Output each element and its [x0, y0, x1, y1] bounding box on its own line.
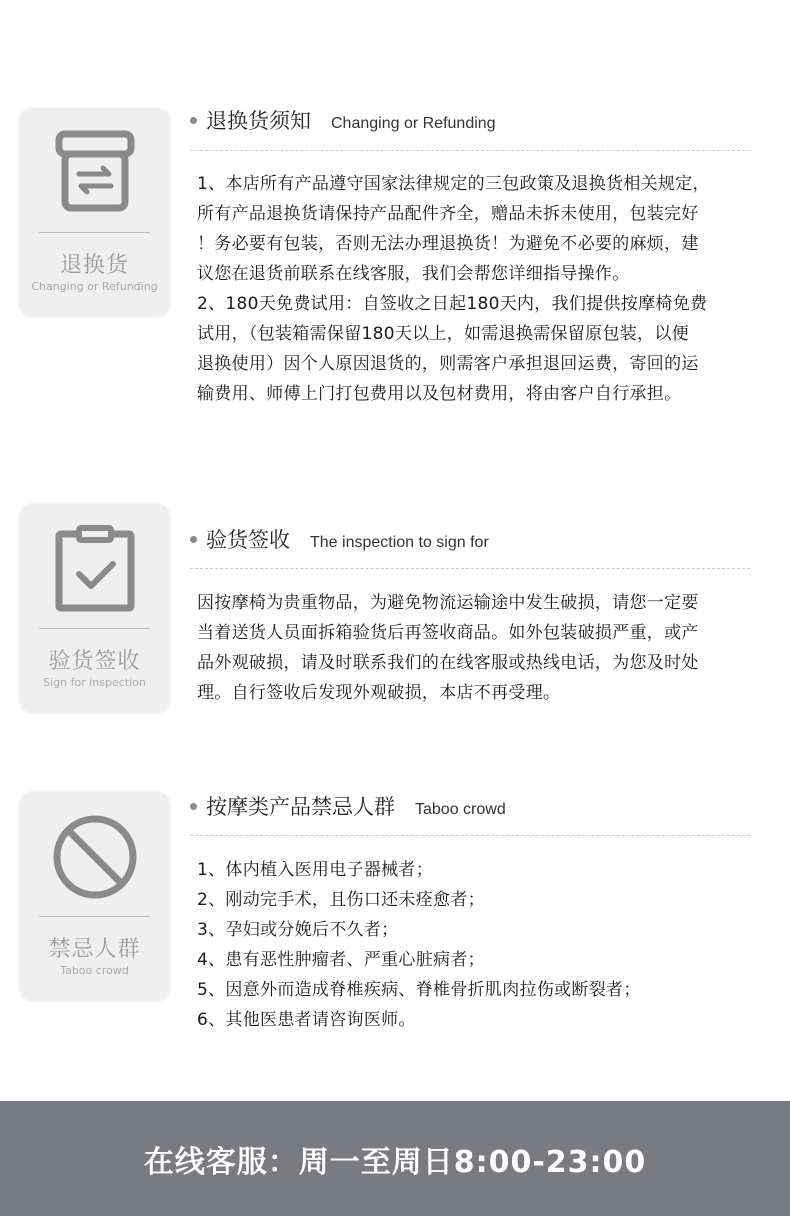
- refund-box-icon: [19, 128, 170, 218]
- footer-text: 在线客服：周一至周日8:00-23:00: [143, 1144, 647, 1180]
- card-title: 禁忌人群: [48, 937, 141, 962]
- heading-en: The inspection to sign for: [310, 534, 489, 551]
- body-line: 品外观破损，请及时联系我们的在线客服或热线电话，为您及时处: [197, 653, 699, 673]
- dashed-divider: [190, 150, 750, 151]
- body-line: 2、刚动完手术，且伤口还未痊愈者；: [197, 890, 485, 910]
- clipboard-check-icon: [19, 524, 170, 614]
- card-subtitle: Sign for inspection: [43, 676, 146, 689]
- body-line: 6、其他医患者请咨询医师。: [197, 1010, 416, 1030]
- section-body: [197, 588, 757, 708]
- body-line: 输费用、师傅上门打包费用以及包材费用，将由客户自行承担。: [197, 384, 682, 404]
- card-divider: [39, 916, 150, 917]
- card-title: 验货签收: [48, 649, 141, 674]
- body-line: 退换使用）因个人原因退货的，则需客户承担退回运费，寄回的运: [197, 354, 699, 374]
- card-title: 退换货: [59, 253, 129, 278]
- heading-en: Changing or Refunding: [331, 115, 496, 132]
- bullet-dot-icon: [190, 117, 197, 124]
- heading-cn: 退换货须知: [206, 109, 311, 133]
- body-line: 5、因意外而造成脊椎疾病、脊椎骨折肌肉拉伤或断裂者；: [197, 980, 641, 1000]
- section-heading: [190, 791, 506, 821]
- card-inspection: [19, 504, 170, 713]
- section-body: [197, 855, 757, 1035]
- bullet-dot-icon: [190, 803, 197, 810]
- dashed-divider: [190, 568, 750, 569]
- body-line: 所有产品退换货请保持产品配件齐全，赠品未拆未使用，包装完好: [197, 204, 699, 224]
- card-divider: [39, 232, 150, 233]
- card-taboo: [19, 792, 170, 1001]
- dashed-divider: [190, 835, 750, 836]
- body-line: 3、孕妇或分娩后不久者；: [197, 920, 399, 940]
- card-subtitle: Taboo crowd: [60, 964, 129, 977]
- card-refund: [19, 108, 170, 317]
- body-line: 议您在退货前联系在线客服，我们会帮您详细指导操作。: [197, 264, 630, 284]
- heading-en: Taboo crowd: [415, 801, 506, 818]
- body-line: 1、本店所有产品遵守国家法律规定的三包政策及退换货相关规定，: [197, 174, 710, 194]
- body-line: 试用，（包装箱需保留180天以上，如需退换需保留原包装，以便: [197, 324, 689, 344]
- body-line: 1、体内植入医用电子器械者；: [197, 860, 434, 880]
- body-line: 当着送货人员面拆箱验货后再签收商品。如外包装破损严重，或产: [197, 623, 699, 643]
- section-heading: [190, 524, 489, 554]
- prohibited-icon: [19, 812, 170, 902]
- heading-cn: 验货签收: [206, 528, 290, 552]
- card-subtitle: Changing or Refunding: [31, 280, 158, 293]
- bullet-dot-icon: [190, 536, 197, 543]
- body-line: 4、患有恶性肿瘤者、严重心脏病者；: [197, 950, 485, 970]
- body-line: 2、180天免费试用：自签收之日起180天内，我们提供按摩椅免费: [197, 294, 708, 314]
- section-heading: [190, 105, 496, 135]
- body-line: 因按摩椅为贵重物品，为避免物流运输途中发生破损，请您一定要: [197, 593, 699, 613]
- section-body: [197, 169, 757, 409]
- body-line: 理。自行签收后发现外观破损，本店不再受理。: [197, 683, 561, 703]
- heading-cn: 按摩类产品禁忌人群: [206, 795, 395, 819]
- footer-service-hours: [0, 1101, 790, 1216]
- card-divider: [39, 628, 150, 629]
- body-line: ！务必要有包装，否则无法办理退换货！为避免不必要的麻烦，建: [197, 234, 699, 254]
